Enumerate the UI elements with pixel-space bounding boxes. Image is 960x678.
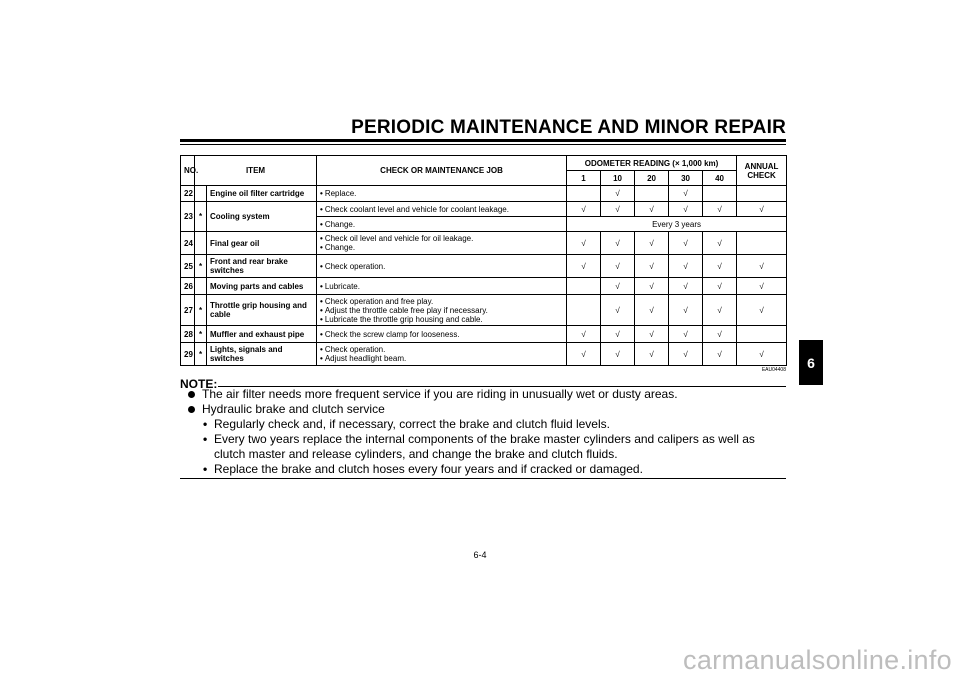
check-mark-icon: √ [683,204,688,214]
bullet-icon: • [320,219,323,229]
check-mark-icon: √ [683,305,688,315]
note-subitem [184,417,786,432]
annual-check-cell [737,326,787,343]
row-job [317,202,567,217]
check-mark-icon: √ [581,261,586,271]
table-row [181,186,787,202]
note-item [184,402,786,417]
check-mark-icon: √ [649,238,654,248]
annual-check-cell [737,202,787,217]
check-mark-icon: √ [717,281,722,291]
bullet-icon: • [320,329,323,339]
job-line [320,297,563,306]
check-mark-icon: √ [683,281,688,291]
check-mark-icon: √ [683,349,688,359]
check-mark-icon: √ [649,349,654,359]
bullet-icon: • [320,234,323,243]
chapter-tab[interactable]: 6 [799,340,823,385]
bullet-icon: • [320,314,323,324]
check-mark-icon: √ [683,261,688,271]
check-cell [635,232,669,255]
check-cell [567,186,601,202]
bullet-icon: • [320,243,323,252]
table-row [181,255,787,278]
annual-check-cell [737,186,787,202]
job-line [320,262,563,271]
header-km: 40 [703,171,737,186]
row-job [317,343,567,366]
job-text: Lubricate. [324,281,360,291]
bottom-rule [180,478,786,479]
check-cell [567,255,601,278]
row-number: 24 [181,232,195,255]
note-heading: NOTE: [180,377,218,391]
check-mark-icon: √ [759,281,764,291]
note-subitem [184,432,786,462]
job-line [320,189,563,198]
job-text: Lubricate the throttle grip housing and cable. [324,314,483,324]
check-mark-icon: √ [581,349,586,359]
check-mark-icon: √ [649,305,654,315]
check-cell [635,295,669,326]
check-mark-icon: √ [717,261,722,271]
annual-check-cell [737,278,787,295]
row-job [317,217,567,232]
job-line [320,234,563,243]
check-cell [601,326,635,343]
note-body [184,387,786,477]
check-cell [669,326,703,343]
job-line [320,354,563,363]
row-item: Muffler and exhaust pipe [207,326,317,343]
job-line [320,345,563,354]
check-cell [669,232,703,255]
page-number: 6-4 [473,550,487,560]
row-number: 28 [181,326,195,343]
asterisk-mark [195,278,207,295]
check-cell [669,295,703,326]
check-cell [635,186,669,202]
check-mark-icon: √ [615,189,620,198]
sub-bullet-icon: • [203,432,208,446]
check-cell [669,186,703,202]
bullet-icon [188,391,195,398]
check-cell [703,202,737,217]
job-line [320,282,563,291]
note-subitem-text: Every two years replace the internal components of the brake master cylinders and calipers as well as clutch master and release cylinders, and change the brake and clutch fluids. [214,432,755,461]
check-mark-icon: √ [649,204,654,214]
check-cell [703,232,737,255]
row-job [317,326,567,343]
check-cell [703,255,737,278]
table-row [181,202,787,217]
bullet-icon [188,406,195,413]
header-no: NO. [181,156,195,186]
check-cell [635,343,669,366]
check-cell [601,186,635,202]
bullet-icon: • [320,281,323,291]
check-mark-icon: √ [759,305,764,315]
check-cell [669,343,703,366]
row-item: Engine oil filter cartridge [207,186,317,202]
row-number: 25 [181,255,195,278]
check-mark-icon: √ [615,204,620,214]
check-cell [703,278,737,295]
check-cell [703,295,737,326]
job-line [320,220,563,229]
note-text: The air filter needs more frequent service if you are riding in unusually wet or dusty areas. [202,387,678,401]
annual-check-cell [737,232,787,255]
check-cell [601,278,635,295]
row-job [317,295,567,326]
table-row [181,278,787,295]
job-line [320,243,563,252]
row-job [317,186,567,202]
watermark: carmanualsonline.info [683,645,952,675]
check-mark-icon: √ [683,189,688,198]
check-cell [703,186,737,202]
annual-check-cell [737,255,787,278]
annual-check-cell [737,343,787,366]
sub-bullet-icon: • [203,462,208,476]
check-mark-icon: √ [759,261,764,271]
header-km: 20 [635,171,669,186]
bullet-icon: • [320,345,323,354]
note-subitem [184,462,786,477]
check-cell [567,278,601,295]
asterisk-mark: * [195,295,207,326]
title-rule-thin [180,144,786,145]
header-item: ITEM [195,156,317,186]
note-item [184,387,786,402]
code-reference: EAU04408 [761,367,786,373]
check-mark-icon: √ [759,204,764,214]
check-mark-icon: √ [717,349,722,359]
row-job [317,278,567,295]
header-km: 30 [669,171,703,186]
check-cell [703,343,737,366]
check-mark-icon: √ [615,261,620,271]
check-mark-icon: √ [615,329,620,339]
job-text: Check operation and free play. [324,296,434,306]
check-cell [601,255,635,278]
row-number: 22 [181,186,195,202]
asterisk-mark: * [195,255,207,278]
job-text: Check operation. [324,261,386,271]
table-row [181,232,787,255]
header-job: CHECK OR MAINTENANCE JOB [317,156,567,186]
page-title: PERIODIC MAINTENANCE AND MINOR REPAIR [351,117,786,138]
check-mark-icon: √ [717,305,722,315]
row-item: Front and rear brake switches [207,255,317,278]
row-item: Cooling system [207,202,317,232]
check-cell [669,278,703,295]
maintenance-table [180,155,787,366]
asterisk-mark: * [195,326,207,343]
check-mark-icon: √ [581,204,586,214]
row-number: 29 [181,343,195,366]
note-subitem-text: Regularly check and, if necessary, correct the brake and clutch fluid levels. [214,417,610,431]
sub-bullet-icon: • [203,417,208,431]
row-item: Moving parts and cables [207,278,317,295]
header-km: 10 [601,171,635,186]
check-cell [567,295,601,326]
table-row [181,295,787,326]
header-km: 1 [567,171,601,186]
check-cell [635,202,669,217]
check-cell [567,232,601,255]
check-mark-icon: √ [717,204,722,214]
job-line [320,205,563,214]
check-cell [703,326,737,343]
every-interval: Every 3 years [567,217,787,232]
check-mark-icon: √ [581,329,586,339]
bullet-icon: • [320,189,323,198]
row-number: 27 [181,295,195,326]
job-text: Check operation. [324,345,386,354]
job-text: Adjust the throttle cable free play if necessary. [324,305,488,315]
bullet-icon: • [320,296,323,306]
check-cell [669,202,703,217]
bullet-icon: • [320,354,323,363]
check-mark-icon: √ [615,349,620,359]
check-cell [635,326,669,343]
row-job [317,232,567,255]
row-item: Lights, signals and switches [207,343,317,366]
table-row [181,343,787,366]
check-mark-icon: √ [759,349,764,359]
job-text: Replace. [324,189,357,198]
job-line [320,315,563,324]
row-job [317,255,567,278]
check-cell [567,326,601,343]
check-mark-icon: √ [683,329,688,339]
job-text: Check the screw clamp for looseness. [324,329,460,339]
asterisk-mark: * [195,202,207,232]
job-line [320,330,563,339]
note-text: Hydraulic brake and clutch service [202,402,385,416]
check-cell [635,278,669,295]
check-cell [567,202,601,217]
header-annual: ANNUAL CHECK [737,156,787,186]
check-mark-icon: √ [717,329,722,339]
check-cell [601,232,635,255]
check-mark-icon: √ [649,281,654,291]
check-cell [669,255,703,278]
check-mark-icon: √ [717,238,722,248]
check-cell [601,343,635,366]
row-number: 23 [181,202,195,232]
note-subitem-text: Replace the brake and clutch hoses every four years and if cracked or damaged. [214,462,643,476]
row-item: Throttle grip housing and cable [207,295,317,326]
asterisk-mark [195,232,207,255]
row-item: Final gear oil [207,232,317,255]
job-text: Check oil level and vehicle for oil leakage. [324,234,474,243]
check-mark-icon: √ [581,238,586,248]
bullet-icon: • [320,261,323,271]
check-mark-icon: √ [649,261,654,271]
asterisk-mark: * [195,343,207,366]
check-cell [635,255,669,278]
check-mark-icon: √ [649,329,654,339]
job-text: Change. [324,219,356,229]
bullet-icon: • [320,204,323,214]
job-text: Adjust headlight beam. [324,354,407,363]
asterisk-mark [195,186,207,202]
annual-check-cell [737,295,787,326]
row-number: 26 [181,278,195,295]
table-row [181,326,787,343]
check-cell [567,343,601,366]
check-cell [601,202,635,217]
check-mark-icon: √ [615,281,620,291]
job-line [320,306,563,315]
check-mark-icon: √ [615,238,620,248]
bullet-icon: • [320,305,323,315]
job-text: Check coolant level and vehicle for coolant leakage. [324,204,509,214]
check-mark-icon: √ [683,238,688,248]
header-odometer: ODOMETER READING (× 1,000 km) [567,156,737,171]
job-text: Change. [324,243,356,252]
title-rule [180,139,786,142]
check-mark-icon: √ [615,305,620,315]
check-cell [601,295,635,326]
